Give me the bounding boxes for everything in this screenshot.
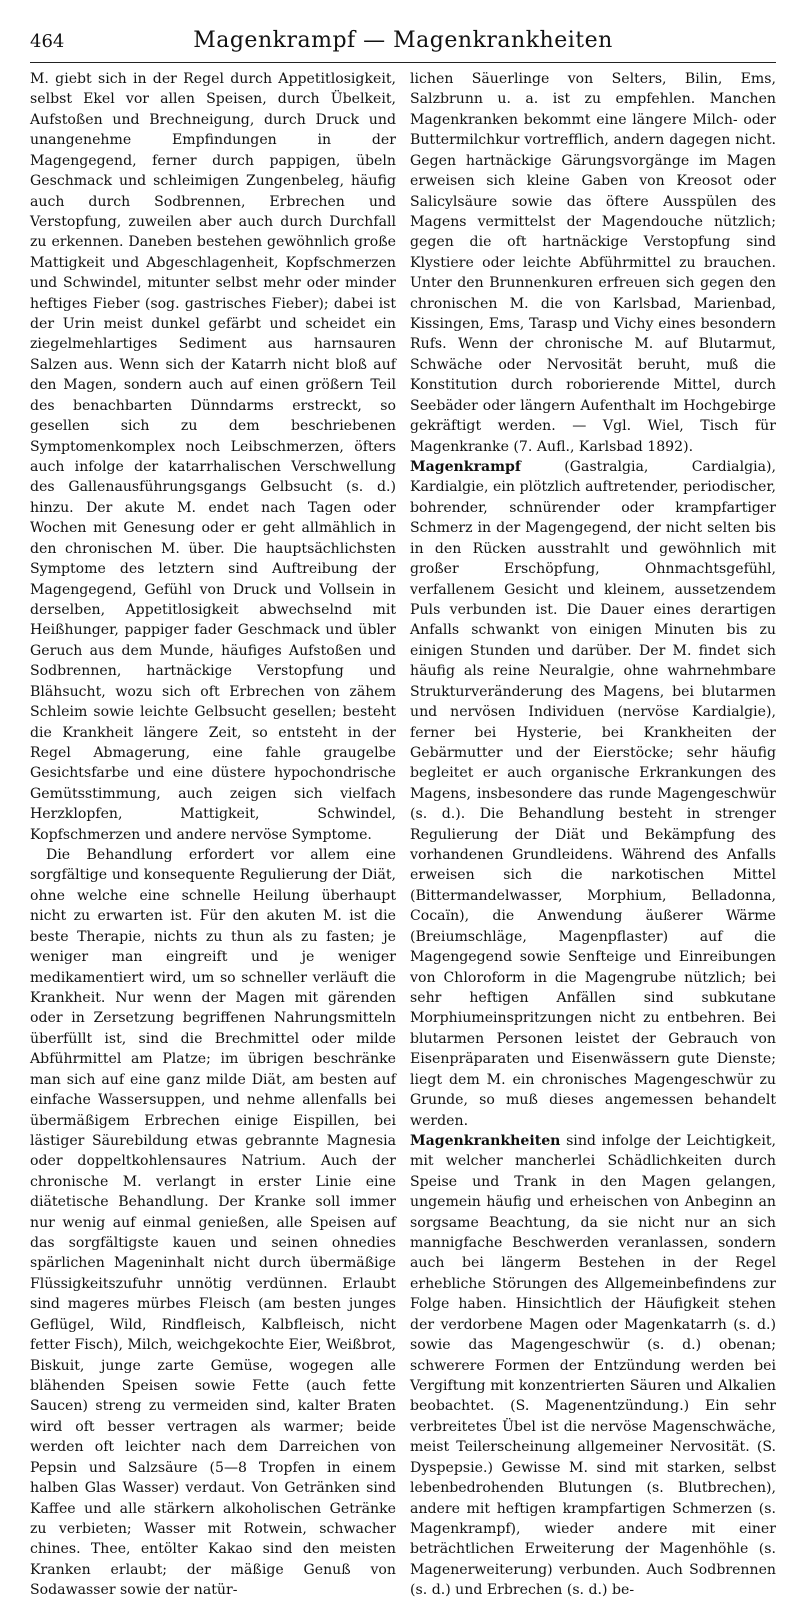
entry-headword: Magenkrampf bbox=[410, 459, 521, 476]
entry-magenkrankheiten bbox=[410, 1131, 776, 1601]
entry-magenkrampf bbox=[410, 457, 776, 1131]
entry-text: sind infolge der Leichtigkeit, mit welcher mancherlei Schädlichkeiten durch Speise und Trank in den Magen gelangen, ungemein häufig und erheischen von Anbeginn an sorgsame Beachtung, da sie nicht nur an sich mannigfache Beschwerden veranlassen, sondern auch bei längerm Bestehen in der Regel erhebliche Störungen des Allgemeinbefindens zur Folge haben. Hinsichtlich der Häufigkeit stehen der verdorbene Magen oder Magenkatarrh (s. d.) sowie das Magengeschwür (s. d.) obenan; schwerere Formen der Entzündung werden bei Vergiftung mit konzentrierten Säuren und Alkalien beobachtet. (S. Magenentzündung.) Ein sehr verbreitetes Übel ist die nervöse Magenschwäche, meist Teilerscheinung allgemeiner Nervosität. (S. Dyspepsie.) Gewisse M. sind mit starken, selbst lebenbedrohenden Blutungen (s. Blutbrechen), andere mit heftigen krampfartigen Schmerzen (s. Magenkrampf), wieder andere mit einer beträchtlichen Erweiterung der Magenhöhle (s. Magenerweiterung) verbunden. Auch Sodbrennen (s. d.) und Erbrechen (s. d.) be- bbox=[410, 1132, 776, 1599]
running-title: Magenkrampf — Magenkrankheiten bbox=[193, 28, 613, 53]
entry-text: (Gastralgia, Cardialgia), Kardialgie, ein plötzlich auftretender, periodischer, bohrender, schnürender oder krampfartiger Schmerz in der Magengegend, der nicht selten bis in den Rücken ausstrahlt und gewöhnlich mit großer Erschöpfung, Ohnmachtsgefühl, verfallenem Gesicht und kleinem, aussetzendem Puls verbunden ist. Die Dauer eines derartigen Anfalls schwankt von einigen Minuten bis zu einigen Stunden und darüber. Der M. findet sich häufig als reine Neuralgie, ohne wahrnehmbare Strukturveränderung des Magens, bei blutarmen und nervösen Individuen (nervöse Kardialgie), ferner bei Hysterie, bei Krankheiten der Gebärmutter und der Eierstöcke; sehr häufig begleitet er auch organische Erkrankungen des Magens, insbesondere das runde Magengeschwür (s. d.). Die Behandlung besteht in strenger Regulierung der Diät und Bekämpfung des vorhandenen Grundleidens. Während des Anfalls erweisen sich die narkotischen Mittel (Bittermandelwasser, Morphium, Belladonna, Cocaïn), die Anwendung äußerer Wärme (Breiumschläge, Magenpflaster) auf die Magengegend sowie Senfteige und Einreibungen von Chloroform in die Magengrube nützlich; bei sehr heftigen Anfällen sind subkutane Morphiumeinspritzungen nicht zu entbehren. Bei blutarmen Personen leistet der Gebrauch von Eisenpräparaten und Eisenwässern gute Dienste; liegt dem M. ein chronisches Magengeschwür zu Grunde, so muß dieses angemessen behandelt werden. bbox=[410, 459, 776, 1129]
right-column bbox=[410, 69, 776, 1601]
page-header bbox=[30, 28, 776, 63]
paragraph: Die Behandlung erfordert vor allem eine sorgfältige und konsequente Regulierung der Diät, ohne welche eine schnelle Heilung überhaupt nicht zu erwarten ist. Für den akuten M. ist die beste Therapie, nichts zu thun als zu fasten; je weniger man eingreift und je weniger medikamentiert wird, um so schneller verläuft die Krankheit. Nur wenn der Magen mit gärenden oder in Zersetzung begriffenen Nahrungsmitteln überfüllt ist, sind die Brechmittel oder milde Abführmittel am Platze; im übrigen beschränke man sich auf eine ganz milde Diät, am besten auf einfache Wassersuppen, und nehme allenfalls bei übermäßigem Erbrechen einige Eispillen, bei lästiger Säurebildung etwas gebrannte Magnesia oder doppeltkohlensaures Natrium. Auch der chronische M. verlangt in erster Linie eine diätetische Behandlung. Der Kranke soll immer nur wenig auf einmal genießen, alle Speisen auf das sorgfältigste kauen und seinen ohnedies spärlichen Mageninhalt nicht durch übermäßige Flüssigkeitszufuhr unnötig verdünnen. Erlaubt sind mageres mürbes Fleisch (am besten junges Geflügel, Wild, Rindfleisch, Kalbfleisch, nicht fetter Fisch), Milch, weichgekochte Eier, Weißbrot, Biskuit, junge zarte Gemüse, wogegen alle blähenden Speisen sowie Fette (auch fette Saucen) streng zu vermeiden sind, kalter Braten wird oft besser vertragen als warmer; beide werden oft leichter nach dem Darreichen von Pepsin und Salzsäure (5—8 Tropfen in einem halben Glas Wasser) verdaut. Von Getränken sind Kaffee und alle stärkern alkoholischen Getränke zu verbieten; Wasser mit Rotwein, schwacher chines. Thee, entölter Kakao sind den meisten Kranken erlaubt; der mäßige Genuß von Sodawasser sowie der natür- bbox=[30, 847, 396, 1599]
paragraph: lichen Säuerlinge von Selters, Bilin, Ems, Salzbrunn u. a. ist zu empfehlen. Manchen Magenkranken bekommt eine längere Milch- oder Buttermilchkur vortrefflich, andern dagegen nicht. Gegen hartnäckige Gärungsvorgänge im Magen erweisen sich kleine Gaben von Kreosot oder Salicylsäure sowie das öftere Ausspülen des Magens vermittelst der Magendouche nützlich; gegen die oft hartnäckige Verstopfung sind Klystiere oder leichte Abführmittel zu brauchen. Unter den Brunnenkuren erfreuen sich gegen den chronischen M. die von Karlsbad, Marienbad, Kissingen, Ems, Tarasp und Vichy eines besondern Rufs. Wenn der chronische M. auf Blutarmut, Schwäche oder Nervosität beruht, muß die Konstitution durch roborierende Mittel, durch Seebäder oder längern Aufenthalt im Hochgebirge gekräftigt werden. — Vgl. Wiel, Tisch für Magenkranke (7. Aufl., Karlsbad 1892). bbox=[410, 71, 776, 455]
entry-headword: Magenkrankheiten bbox=[410, 1132, 561, 1149]
page-number: 464 bbox=[30, 31, 65, 52]
text-columns bbox=[30, 69, 776, 1601]
paragraph: M. giebt sich in der Regel durch Appetitlosigkeit, selbst Ekel vor allen Speisen, durch Übelkeit, Aufstoßen und Brechneigung, durch Druck und unangenehme Empfindungen in der Magengegend, ferner durch pappigen, übeln Geschmack und schleimigen Zungenbeleg, häufig auch durch Sodbrennen, Erbrechen und Verstopfung, zuweilen aber auch durch Durchfall zu erkennen. Daneben bestehen gewöhnlich große Mattigkeit und Abgeschlagenheit, Kopfschmerzen und Schwindel, mitunter selbst mehr oder minder heftiges Fieber (sog. gastrisches Fieber); dabei ist der Urin meist dunkel gefärbt und scheidet ein ziegelmehlartiges Sediment aus harnsauren Salzen aus. Wenn sich der Katarrh nicht bloß auf den Magen, sondern auch auf einen größern Teil des benachbarten Dünndarms erstreckt, so gesellen sich zu dem beschriebenen Symptomenkomplex noch Leibschmerzen, öfters auch infolge der katarrhalischen Verschwellung des Gallenausführungsgangs Gelbsucht (s. d.) hinzu. Der akute M. endet nach Tagen oder Wochen mit Genesung oder er geht allmählich in den chronischen M. über. Die hauptsächlichsten Symptome des letztern sind Auftreibung der Magengegend, Gefühl von Druck und Vollsein in derselben, Appetitlosigkeit abwechselnd mit Heißhunger, pappiger fader Geschmack und übler Geruch aus dem Munde, häufiges Aufstoßen und Sodbrennen, hartnäckige Verstopfung und Blähsucht, wozu sich oft Erbrechen von zähem Schleim sowie leichte Gelbsucht gesellen; besteht die Krankheit längere Zeit, so entsteht in der Regel Abmagerung, eine fahle graugelbe Gesichtsfarbe und eine düstere hypochondrische Gemütsstimmung, auch zeigen sich vielfach Herzklopfen, Mattigkeit, Schwindel, Kopfschmerzen und andere nervöse Symptome. bbox=[30, 71, 396, 843]
left-column bbox=[30, 69, 396, 1601]
